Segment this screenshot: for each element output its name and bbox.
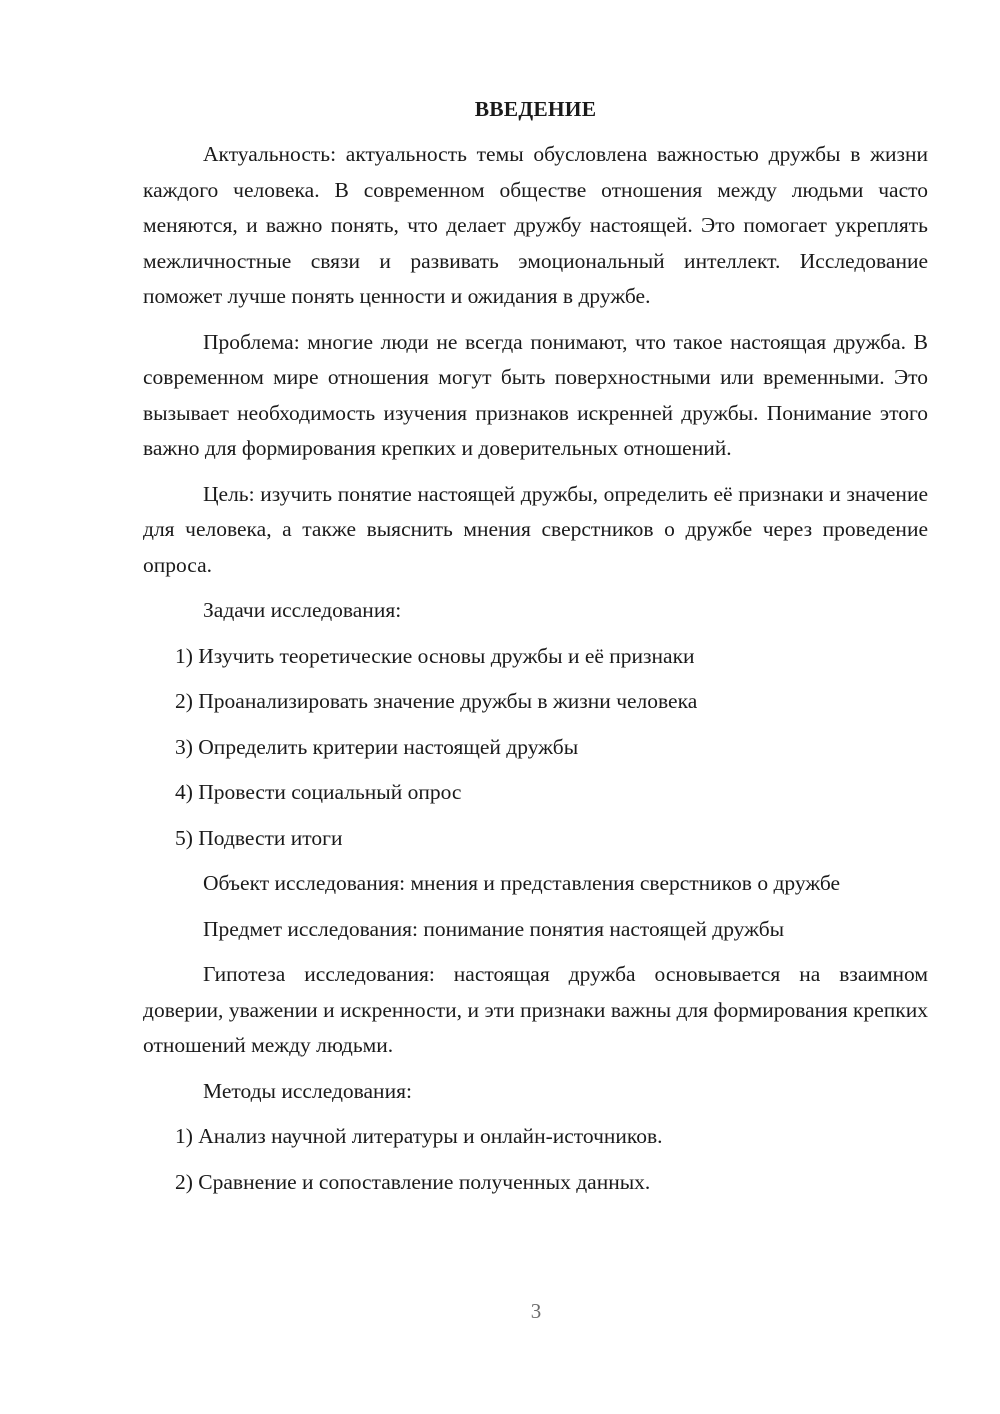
- methods-heading: Методы исследования:: [203, 1078, 412, 1103]
- goal-paragraph: Цель: изучить понятие настоящей дружбы, определить её признаки и значение для человека, а также выяснить мнения сверстников о дружбе через проведение опроса.: [143, 481, 928, 577]
- task-item: 5) Подвести итоги: [175, 825, 343, 850]
- subject-paragraph: Предмет исследования: понимание понятия настоящей дружбы: [203, 916, 785, 941]
- task-item: 3) Определить критерии настоящей дружбы: [175, 734, 579, 759]
- document-page: [143, 92, 928, 1210]
- page-number: 3: [530, 1299, 542, 1323]
- task-item: 2) Проанализировать значение дружбы в жизни человека: [175, 689, 698, 713]
- relevance-paragraph: Актуальность: актуальность темы обусловлена важностью дружбы в жизни каждого человека. В современном обществе отношения между людьми часто меняются, и важно понять, что делает дружбу настоящей. Это помогает укреплять межличностные связи и развивать эмоциональный интеллект. Исследование поможет лучше понять ценности и ожидания в дружбе.: [143, 142, 928, 308]
- method-item: 1) Анализ научной литературы и онлайн-источников.: [175, 1124, 663, 1148]
- task-item: 1) Изучить теоретические основы дружбы и её признаки: [175, 643, 695, 668]
- object-paragraph: Объект исследования: мнения и представления сверстников о дружбе: [203, 871, 841, 895]
- hypothesis-paragraph: Гипотеза исследования: настоящая дружба основывается на взаимном доверии, уважении и искренности, и эти признаки важны для формирования крепких отношений между людьми.: [143, 962, 928, 1057]
- tasks-heading: Задачи исследования:: [203, 598, 402, 622]
- method-item: 2) Сравнение и сопоставление полученных данных.: [175, 1169, 651, 1194]
- section-heading: ВВЕДЕНИЕ: [474, 97, 597, 121]
- task-item: 4) Провести социальный опрос: [175, 780, 462, 804]
- problem-paragraph: Проблема: многие люди не всегда понимают, что такое настоящая дружба. В современном мире отношения могут быть поверхностными или временными. Это вызывает необходимость изучения признаков искренней дружбы. Понимание этого важно для формирования крепких и доверительных отношений.: [143, 329, 928, 460]
